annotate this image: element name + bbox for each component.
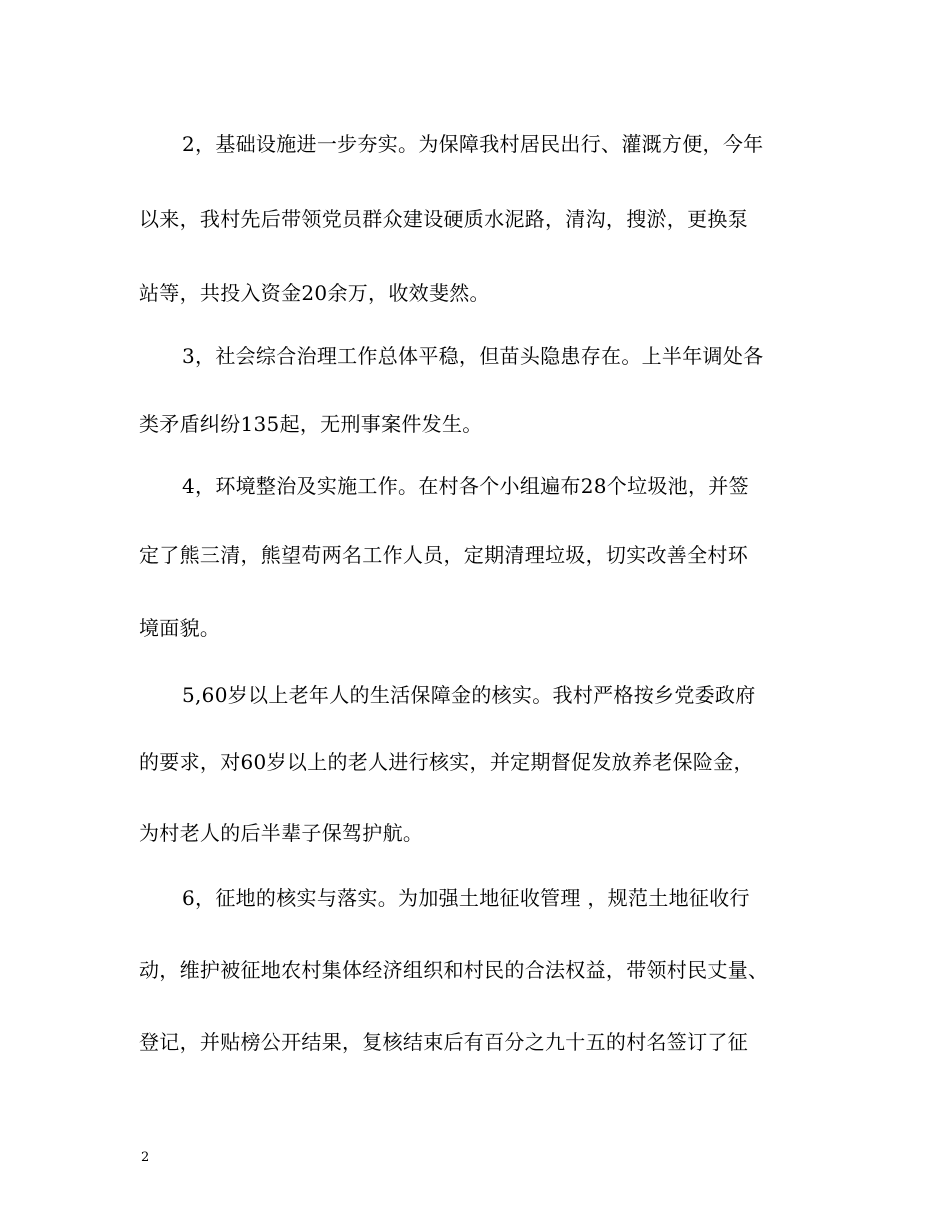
paragraph-4-line-1: 4，环境整治及实施工作。在村各个小组遍布28个垃圾池，并签 (182, 474, 749, 498)
paragraph-6-line-3: 登记，并贴榜公开结果，复核结束后有百分之九十五的村名签订了征 (139, 1030, 748, 1054)
paragraph-6-line-1: 6，征地的核实与落实。为加强土地征收管理 ，规范土地征收行 (182, 886, 750, 910)
paragraph-3-line-1: 3，社会综合治理工作总体平稳，但苗头隐患存在。上半年调处各 (182, 344, 764, 368)
paragraph-2-line-1: 2，基础设施进一步夯实。为保障我村居民出行、灌溉方便，今年 (182, 132, 764, 156)
paragraph-5-line-3: 为村老人的后半辈子保驾护航。 (139, 821, 424, 845)
page-number: 2 (141, 1150, 150, 1165)
paragraph-2-line-3: 站等，共投入资金20余万，收效斐然。 (139, 281, 490, 305)
paragraph-5-line-1: 5,60岁以上老年人的生活保障金的核实。我村严格按乡党委政府 (182, 683, 756, 707)
paragraph-5-line-2: 的要求，对60岁以上的老人进行核实，并定期督促发放养老保险金， (139, 750, 754, 774)
paragraph-4-line-3: 境面貌。 (139, 616, 221, 640)
paragraph-4-line-2: 定了熊三清，熊望苟两名工作人员，定期清理垃圾，切实改善全村环 (139, 543, 748, 567)
paragraph-2-line-2: 以来，我村先后带领党员群众建设硬质水泥路，清沟，搜淤，更换泵 (139, 207, 748, 231)
paragraph-3-line-2: 类矛盾纠纷135起，无刑事案件发生。 (139, 412, 483, 436)
paragraph-6-line-2: 动，维护被征地农村集体经济组织和村民的合法权益，带领村民丈量、 (139, 958, 769, 982)
